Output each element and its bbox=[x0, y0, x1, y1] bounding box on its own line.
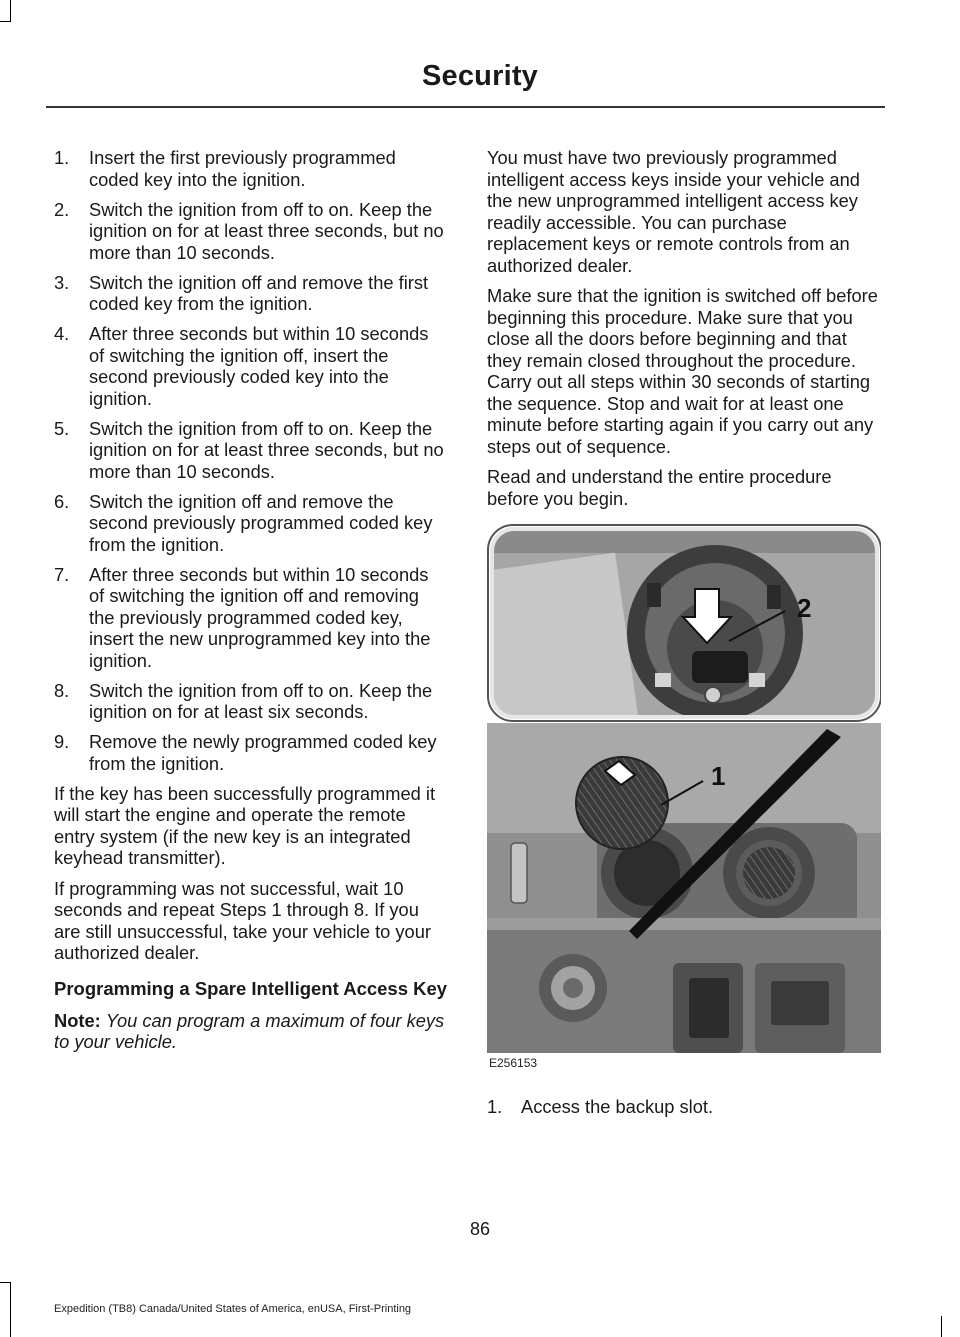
requirements-paragraph: You must have two previously programmed intelligent access keys inside your vehicle and the new unprogrammed intelligent access key readily accessible. You can purchase replacement keys or remote controls from an authorized dealer. bbox=[487, 147, 860, 276]
step-text: After three seconds but within 10 seconds of switching the ignition off, insert the second previously coded key into the ignition. bbox=[89, 323, 429, 409]
crop-mark-bottom-left-v bbox=[10, 1282, 11, 1337]
page-number: 86 bbox=[469, 1219, 491, 1239]
callout-1-label: 1 bbox=[711, 761, 726, 791]
crop-mark-bottom-right-v bbox=[941, 1316, 942, 1337]
step-text: Switch the ignition from off to on. Keep the ignition on for at least three seconds, but no more than 10 seconds. bbox=[89, 417, 444, 482]
note-text: You can program a maximum of four keys to your vehicle. bbox=[54, 1009, 445, 1052]
step-number: 3. bbox=[54, 271, 70, 293]
step-number: 6. bbox=[54, 490, 70, 512]
step-text: Access the backup slot. bbox=[521, 1096, 714, 1117]
note-paragraph bbox=[54, 1010, 448, 1053]
note-label: Note: bbox=[54, 1009, 101, 1031]
list-item bbox=[54, 418, 448, 483]
list-item bbox=[487, 1096, 881, 1118]
programming-steps-list bbox=[54, 147, 448, 774]
list-item bbox=[54, 199, 448, 264]
step-number: 1. bbox=[54, 147, 70, 168]
page-title: Security bbox=[421, 60, 539, 92]
header-divider bbox=[46, 106, 885, 108]
list-item bbox=[54, 272, 448, 315]
success-paragraph: If the key has been successfully programmed it will start the engine and operate the remote entry system (if the new key is an integrated keyhead transmitter). bbox=[54, 782, 436, 868]
step-text: Switch the ignition from off to on. Keep the ignition on for at least three seconds, but no more than 10 seconds. bbox=[89, 198, 444, 263]
list-item bbox=[54, 323, 448, 409]
step-number: 1. bbox=[487, 1096, 503, 1117]
list-item bbox=[54, 680, 448, 723]
step-number: 9. bbox=[54, 731, 70, 752]
step-text: Switch the ignition from off to on. Keep the ignition on for at least six seconds. bbox=[89, 679, 433, 722]
list-item bbox=[54, 147, 448, 190]
step-number: 2. bbox=[54, 198, 70, 220]
left-column bbox=[54, 147, 448, 1062]
step-number: 8. bbox=[54, 679, 70, 701]
crop-mark-top-left-v bbox=[10, 0, 11, 22]
right-column bbox=[487, 147, 881, 1118]
precautions-paragraph: Make sure that the ignition is switched off before beginning this procedure. Make sure that you close all the doors before beginning and that they remain closed throughout the procedure. Carry out all steps within 30 seconds of starting the sequence. Stop and wait for at least one minute before starting again if you carry out any steps out of sequence. bbox=[487, 285, 878, 457]
read-first-paragraph: Read and understand the entire procedure before you begin. bbox=[487, 466, 832, 509]
inset-key-slot bbox=[692, 651, 748, 683]
list-item bbox=[54, 491, 448, 556]
list-item bbox=[54, 731, 448, 774]
step-text: Switch the ignition off and remove the first coded key from the ignition. bbox=[89, 271, 429, 314]
step-text: Remove the newly programmed coded key from the ignition. bbox=[89, 731, 437, 774]
step-text: Switch the ignition off and remove the second previously programmed coded key from the ignition. bbox=[89, 490, 433, 555]
step-text: Insert the first previously programmed coded key into the ignition. bbox=[89, 147, 396, 190]
backup-slot-illustration bbox=[487, 523, 881, 1071]
console-drawing bbox=[487, 523, 881, 1071]
step-number: 4. bbox=[54, 323, 70, 344]
footer-text: Expedition (TB8) Canada/United States of America, enUSA, First-Printing bbox=[54, 1303, 412, 1315]
figure-code: E256153 bbox=[489, 1056, 538, 1070]
list-item bbox=[54, 564, 448, 672]
crop-mark-top-left-h bbox=[0, 21, 11, 22]
callout-2-label: 2 bbox=[797, 593, 812, 623]
side-vent bbox=[511, 843, 527, 903]
step-text: After three seconds but within 10 seconds of switching the ignition off and removing the previously programmed coded key, insert the new unprogrammed key into the ignition. bbox=[89, 563, 431, 671]
section-subheading: Programming a Spare Intelligent Access Key bbox=[54, 977, 448, 999]
crop-mark-bottom-left-h bbox=[0, 1282, 11, 1283]
step-number: 7. bbox=[54, 563, 70, 585]
failure-paragraph: If programming was not successful, wait 10 seconds and repeat Steps 1 through 8. If you are still unsuccessful, take your vehicle to your authorized dealer. bbox=[54, 877, 431, 963]
step-number: 5. bbox=[54, 417, 70, 439]
